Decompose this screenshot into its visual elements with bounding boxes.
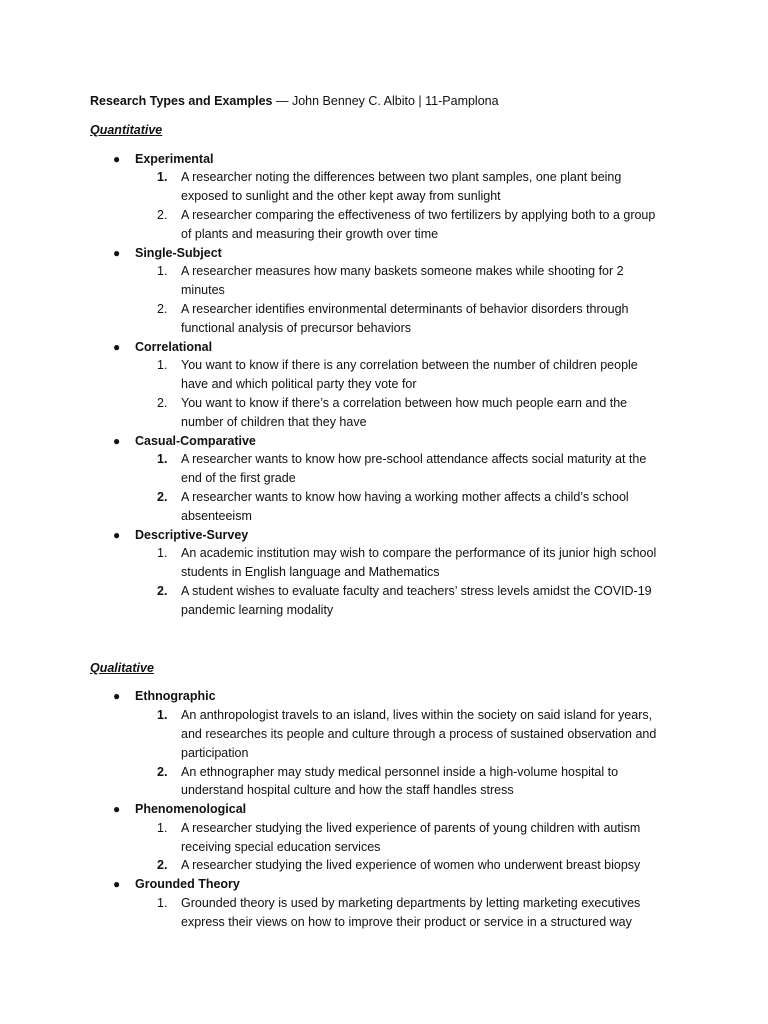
example-text: A researcher wants to know how having a working mother affects a child’s school absenteeism [181, 489, 629, 523]
example-number: 2. [157, 489, 168, 504]
example-item [90, 206, 666, 244]
example-item [90, 706, 666, 762]
category-item [90, 338, 768, 357]
example-item [90, 488, 666, 526]
example-list [90, 706, 768, 800]
category-item [90, 800, 768, 819]
example-number: 2. [157, 395, 168, 410]
example-item [90, 168, 666, 206]
bullet-icon: ● [113, 877, 121, 892]
example-list [90, 168, 768, 243]
bullet-icon: ● [113, 527, 121, 542]
example-number: 1. [157, 452, 168, 467]
bullet-icon: ● [113, 802, 121, 817]
category-item [90, 875, 768, 894]
bullet-icon: ● [113, 689, 121, 704]
category-list [90, 687, 768, 931]
example-text: A researcher comparing the effectiveness of two fertilizers by applying both to a group of plants and measuring their growth over time [181, 207, 656, 241]
example-number: 2. [157, 583, 168, 598]
example-text: An ethnographer may study medical personnel inside a high-volume hospital to understand hospital culture and how the staff handles stress [181, 764, 619, 798]
category-name: Experimental [135, 151, 214, 166]
example-list [90, 544, 768, 619]
example-text: A researcher measures how many baskets someone makes while shooting for 2 minutes [181, 264, 624, 298]
example-number: 1. [157, 896, 168, 911]
example-item [90, 856, 666, 875]
section-spacer [90, 620, 768, 659]
example-item [90, 544, 666, 582]
category-name: Correlational [135, 339, 213, 354]
category-name: Single-Subject [135, 245, 222, 260]
example-item [90, 394, 666, 432]
example-number: 2. [157, 207, 168, 222]
document-title-author: — John Benney C. Albito | 11-Pamplona [272, 94, 499, 108]
bullet-icon: ● [113, 151, 121, 166]
example-item [90, 582, 666, 620]
example-text: A researcher noting the differences between two plant samples, one plant being exposed to sunlight and the other kept away from sunlight [181, 170, 622, 204]
bullet-icon: ● [113, 245, 121, 260]
example-text: An academic institution may wish to compare the performance of its junior high school students in English language and Mathematics [181, 546, 657, 580]
sections-container [90, 121, 768, 932]
example-number: 1. [157, 820, 168, 835]
category-item [90, 150, 768, 169]
example-list [90, 262, 768, 337]
example-number: 1. [157, 170, 168, 185]
example-number: 2. [157, 301, 168, 316]
example-text: You want to know if there’s a correlation between how much people earn and the number of children that they have [181, 395, 628, 429]
category-item [90, 526, 768, 545]
example-item [90, 894, 666, 932]
bullet-icon: ● [113, 433, 121, 448]
example-item [90, 262, 666, 300]
example-text: You want to know if there is any correlation between the number of children people have and which political party they vote for [181, 358, 638, 392]
category-item [90, 687, 768, 706]
section-heading: Qualitative [90, 660, 154, 675]
category-list [90, 150, 768, 620]
example-text: A researcher identifies environmental determinants of behavior disorders through functional analysis of precursor behaviors [181, 301, 629, 335]
category-name: Grounded Theory [135, 877, 240, 892]
example-number: 1. [157, 264, 168, 279]
category-name: Phenomenological [135, 802, 247, 817]
category-item [90, 244, 768, 263]
example-text: A researcher studying the lived experience of parents of young children with autism receiving special education services [181, 820, 641, 854]
bullet-icon: ● [113, 339, 121, 354]
section-heading: Quantitative [90, 122, 163, 137]
example-text: A researcher studying the lived experience of women who underwent breast biopsy [181, 858, 641, 873]
example-item [90, 819, 666, 857]
example-text: Grounded theory is used by marketing departments by letting marketing executives express their views on how to improve their product or service in a structured way [181, 896, 641, 929]
example-text: A student wishes to evaluate faculty and teachers’ stress levels amidst the COVID-19 pandemic learning modality [181, 583, 652, 617]
document-title-lead: Research Types and Examples [90, 94, 273, 108]
example-item [90, 300, 666, 338]
example-list [90, 356, 768, 431]
example-text: An anthropologist travels to an island, lives within the society on said island for years, and researches its people and culture through a process of sustained observation and participation [181, 708, 657, 760]
category-name: Ethnographic [135, 689, 216, 704]
example-list [90, 450, 768, 525]
example-list [90, 819, 768, 875]
example-number: 2. [157, 858, 168, 873]
example-number: 2. [157, 764, 168, 779]
example-text: A researcher wants to know how pre-school attendance affects social maturity at the end of the first grade [181, 452, 647, 486]
example-item [90, 763, 666, 801]
category-name: Casual-Comparative [135, 433, 256, 448]
example-item [90, 356, 666, 394]
example-number: 1. [157, 546, 168, 561]
category-name: Descriptive-Survey [135, 527, 249, 542]
example-list [90, 894, 768, 932]
category-item [90, 432, 768, 451]
example-item [90, 450, 666, 488]
document-title [90, 92, 768, 111]
example-number: 1. [157, 358, 168, 373]
example-number: 1. [157, 708, 168, 723]
